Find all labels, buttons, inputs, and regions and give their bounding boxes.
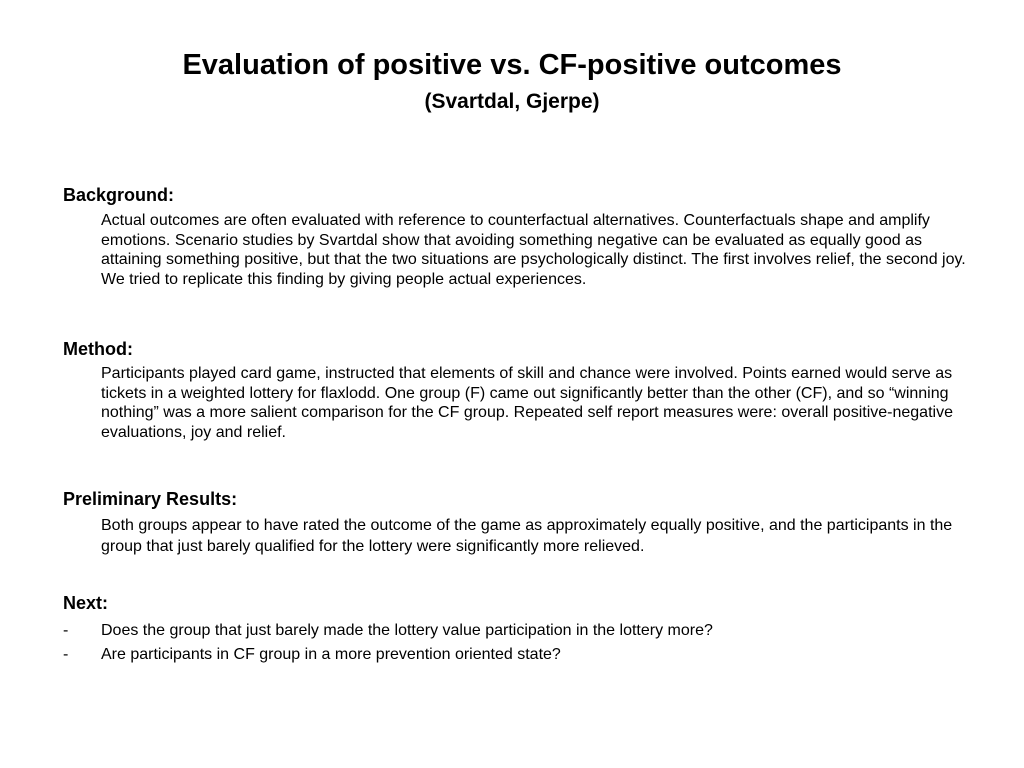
slide-title: Evaluation of positive vs. CF-positive outcomes <box>182 49 842 81</box>
slide-subtitle: (Svartdal, Gjerpe) <box>424 90 600 113</box>
bullet-dash: - <box>63 622 69 639</box>
next-item <box>63 620 963 644</box>
next-heading: Next: <box>63 593 109 613</box>
next-item-text: Does the group that just barely made the lottery value participation in the lottery more? <box>101 622 713 639</box>
background-heading: Background: <box>63 185 175 205</box>
results-body: Both groups appear to have rated the outcome of the game as approximately equally positive, and the participants in the group that just barely qualified for the lottery were significantly more relieved. <box>101 517 953 555</box>
next-list <box>63 620 963 668</box>
next-item <box>63 644 963 668</box>
background-body: Actual outcomes are often evaluated with reference to counterfactual alternatives. Counterfactuals shape and amplify emotions. Scenario studies by Svartdal show that avoiding something negative can be evaluated as equally good as attaining something positive, but that the two situations are psychologically distinct. The first involves relief, the second joy. We tried to replicate this finding by giving people actual experiences. <box>101 212 966 288</box>
results-heading: Preliminary Results: <box>63 489 238 509</box>
bullet-dash: - <box>63 646 69 663</box>
method-heading: Method: <box>63 339 133 359</box>
next-item-text: Are participants in CF group in a more prevention oriented state? <box>101 646 561 663</box>
method-body: Participants played card game, instructed that elements of skill and chance were involved. Points earned would serve as tickets in a weighted lottery for flaxlodd. One group (F) came out significantly better than the other (CF), and so “winning nothing” was a more salient comparison for the CF group. Repeated self report measures were: overall positive-negative evaluations, joy and relief. <box>101 365 953 441</box>
